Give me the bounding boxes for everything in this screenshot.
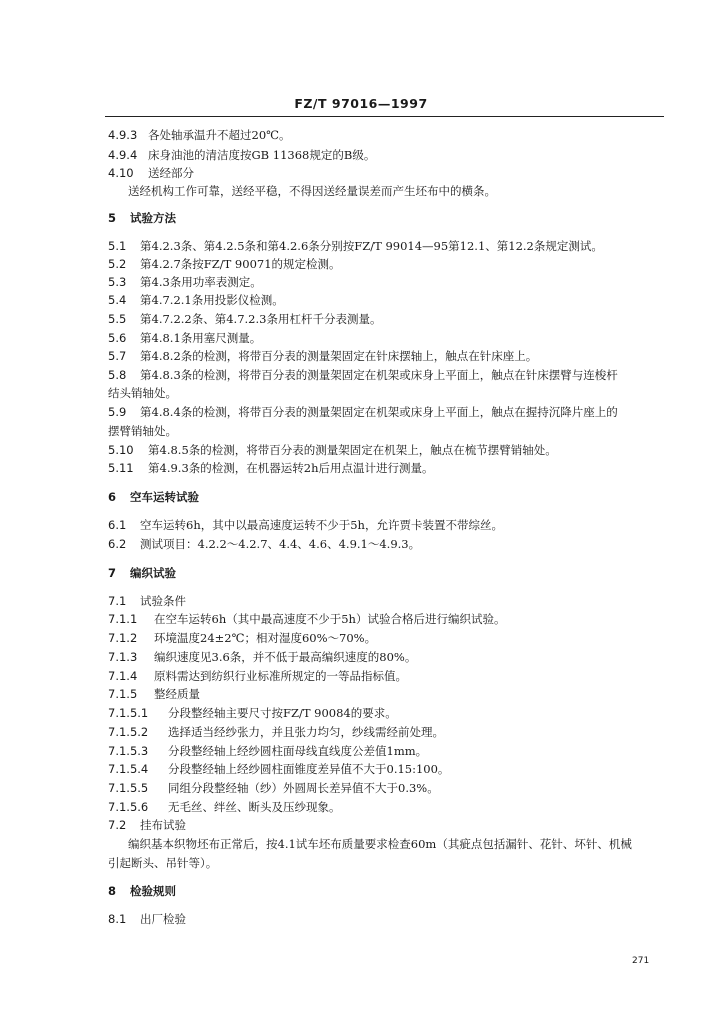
section-number: 8 [108, 884, 117, 898]
clause-text: 第4.3条用功率表测定。 [140, 275, 262, 289]
clause-number: 5.4 [108, 293, 127, 307]
clause-text: 无毛丝、绊丝、断头及压纱现象。 [168, 800, 341, 814]
clause-number: 5.3 [108, 275, 127, 289]
clause-text: 第4.8.5条的检测，将带百分表的测量架固定在机架上，触点在梳节摆臂销轴处。 [148, 443, 557, 457]
clause-7-1-4 [108, 669, 668, 684]
clause-5-2 [108, 257, 668, 272]
clause-5-4 [108, 293, 668, 308]
clause-number: 5.11 [108, 461, 134, 475]
clause-7-1-1 [108, 612, 668, 627]
clause-text: 编织速度见3.6条，并不低于最高编织速度的80%。 [154, 650, 417, 664]
clause-7-1 [108, 594, 668, 609]
clause-text: 试验条件 [140, 594, 186, 608]
clause-5-9-continued [108, 424, 668, 439]
clause-7-1-3 [108, 650, 668, 665]
clause-7-1-2 [108, 631, 668, 646]
section-heading-7 [108, 566, 668, 581]
section-number: 5 [108, 211, 117, 225]
clause-text: 第4.7.2.2条、第4.7.2.3条用杠杆千分表测量。 [140, 312, 382, 326]
clause-7-1-5-1 [108, 706, 668, 721]
clause-number: 5.1 [108, 239, 127, 253]
clause-number: 7.1.5.4 [108, 762, 149, 776]
clause-4-9-3 [108, 128, 668, 143]
clause-8-1 [108, 912, 668, 927]
clause-5-7 [108, 349, 668, 364]
clause-number: 4.10 [108, 166, 134, 180]
clause-number: 5.9 [108, 405, 127, 419]
clause-text: 第4.8.2条的检测，将带百分表的测量架固定在针床摆轴上，触点在针床座上。 [140, 349, 538, 363]
section-title: 编织试验 [130, 566, 176, 580]
clause-text: 测试项目：4.2.2～4.2.7、4.4、4.6、4.9.1～4.9.3。 [140, 537, 421, 551]
clause-number: 4.9.4 [108, 148, 138, 162]
page-number: 271 [632, 956, 650, 966]
clause-text: 环境温度24±2℃；相对湿度60%～70%。 [154, 631, 377, 645]
clause-5-10 [108, 443, 668, 458]
clause-7-1-5 [108, 687, 668, 702]
clause-number: 7.2 [108, 818, 127, 832]
clause-text: 第4.7.2.1条用投影仪检测。 [140, 293, 284, 307]
clause-number: 7.1.5.1 [108, 706, 149, 720]
clause-6-1 [108, 518, 668, 533]
header-rule [105, 116, 664, 117]
clause-number: 5.5 [108, 312, 127, 326]
clause-text: 摆臂销轴处。 [108, 424, 177, 438]
clause-text: 选择适当经纱张力，并且张力均匀，纱线需经前处理。 [168, 725, 444, 739]
section-number: 6 [108, 490, 117, 504]
clause-5-5 [108, 312, 668, 327]
clause-number: 4.9.3 [108, 128, 138, 142]
clause-7-1-5-2 [108, 725, 668, 740]
clause-number: 5.7 [108, 349, 127, 363]
clause-text: 分段整经轴上经纱圆柱面锥度差异值不大于0.15:100。 [168, 762, 450, 776]
clause-text: 分段整经轴主要尺寸按FZ/T 90084的要求。 [168, 706, 397, 720]
clause-text: 各处轴承温升不超过20℃。 [148, 128, 291, 142]
clause-text: 在空车运转6h（其中最高速度不少于5h）试验合格后进行编织试验。 [154, 612, 506, 626]
clause-text: 结头销轴处。 [108, 386, 177, 400]
clause-number: 7.1.5.3 [108, 744, 149, 758]
clause-number: 6.1 [108, 518, 127, 532]
clause-5-9 [108, 405, 668, 420]
clause-text: 引起断头、吊针等）。 [108, 856, 218, 870]
clause-text: 挂布试验 [140, 818, 186, 832]
clause-7-1-5-3 [108, 744, 668, 759]
clause-number: 7.1.2 [108, 631, 138, 645]
clause-text: 分段整经轴上经纱圆柱面母线直线度公差值1mm。 [168, 744, 428, 758]
clause-text: 第4.8.4条的检测，将带百分表的测量架固定在机架或床身上平面上，触点在握持沉降片座上的 [140, 405, 618, 419]
paragraph-text [128, 837, 688, 852]
page-header: FZ/T 97016—1997 [294, 96, 428, 111]
clause-number: 7.1.5.5 [108, 781, 149, 795]
clause-7-1-5-5 [108, 781, 668, 796]
clause-5-3 [108, 275, 668, 290]
clause-text: 原料需达到纺织行业标准所规定的一等品指标值。 [154, 669, 407, 683]
clause-text: 第4.2.3条、第4.2.5条和第4.2.6条分别按FZ/T 99014—95第12.1、第12.2条规定测试。 [140, 239, 603, 253]
clause-text: 同组分段整经轴（纱）外圆周长差异值不大于0.3%。 [168, 781, 439, 795]
paragraph-text-continued [108, 856, 668, 871]
clause-4-9-4 [108, 148, 668, 163]
clause-number: 5.2 [108, 257, 127, 271]
section-title: 空车运转试验 [130, 490, 199, 504]
clause-number: 5.8 [108, 368, 127, 382]
clause-number: 7.1.4 [108, 669, 138, 683]
clause-number: 7.1.3 [108, 650, 138, 664]
clause-number: 5.6 [108, 331, 127, 345]
clause-7-1-5-4 [108, 762, 668, 777]
clause-number: 7.1 [108, 594, 127, 608]
clause-number: 7.1.1 [108, 612, 138, 626]
clause-text: 整经质量 [154, 687, 200, 701]
clause-number: 6.2 [108, 537, 127, 551]
clause-text: 第4.9.3条的检测，在机器运转2h后用点温计进行测量。 [148, 461, 434, 475]
clause-text: 空车运转6h，其中以最高速度运转不少于5h，允许贾卡装置不带综丝。 [140, 518, 503, 532]
clause-text: 床身油池的清洁度按GB 11368规定的B级。 [148, 148, 376, 162]
clause-5-1 [108, 239, 668, 254]
clause-number: 8.1 [108, 912, 127, 926]
clause-number: 7.1.5.6 [108, 800, 149, 814]
clause-text: 第4.8.1条用塞尺测量。 [140, 331, 262, 345]
clause-6-2 [108, 537, 668, 552]
clause-7-2 [108, 818, 668, 833]
clause-7-1-5-6 [108, 800, 668, 815]
clause-number: 7.1.5 [108, 687, 138, 701]
clause-5-6 [108, 331, 668, 346]
clause-text: 送经部分 [148, 166, 194, 180]
clause-5-8-continued [108, 386, 668, 401]
section-heading-5 [108, 211, 668, 226]
clause-number: 7.1.5.2 [108, 725, 149, 739]
section-heading-8 [108, 884, 668, 899]
section-title: 试验方法 [130, 211, 176, 225]
section-title: 检验规则 [130, 884, 176, 898]
clause-text: 第4.2.7条按FZ/T 90071的规定检测。 [140, 257, 341, 271]
clause-number: 5.10 [108, 443, 134, 457]
clause-4-10 [108, 166, 668, 181]
section-number: 7 [108, 566, 117, 580]
clause-5-11 [108, 461, 668, 476]
section-heading-6 [108, 490, 668, 505]
clause-text: 出厂检验 [140, 912, 186, 926]
clause-text: 第4.8.3条的检测，将带百分表的测量架固定在机架或床身上平面上，触点在针床摆臂与连梭杆 [140, 368, 618, 382]
clause-text: 编织基本织物坯布正常后，按4.1试车坯布质量要求检查60m（其疵点包括漏针、花针、坏针、机械 [128, 837, 632, 851]
paragraph-text [128, 184, 688, 199]
clause-5-8 [108, 368, 668, 383]
clause-text: 送经机构工作可靠，送经平稳，不得因送经量误差而产生坯布中的横条。 [128, 184, 496, 198]
